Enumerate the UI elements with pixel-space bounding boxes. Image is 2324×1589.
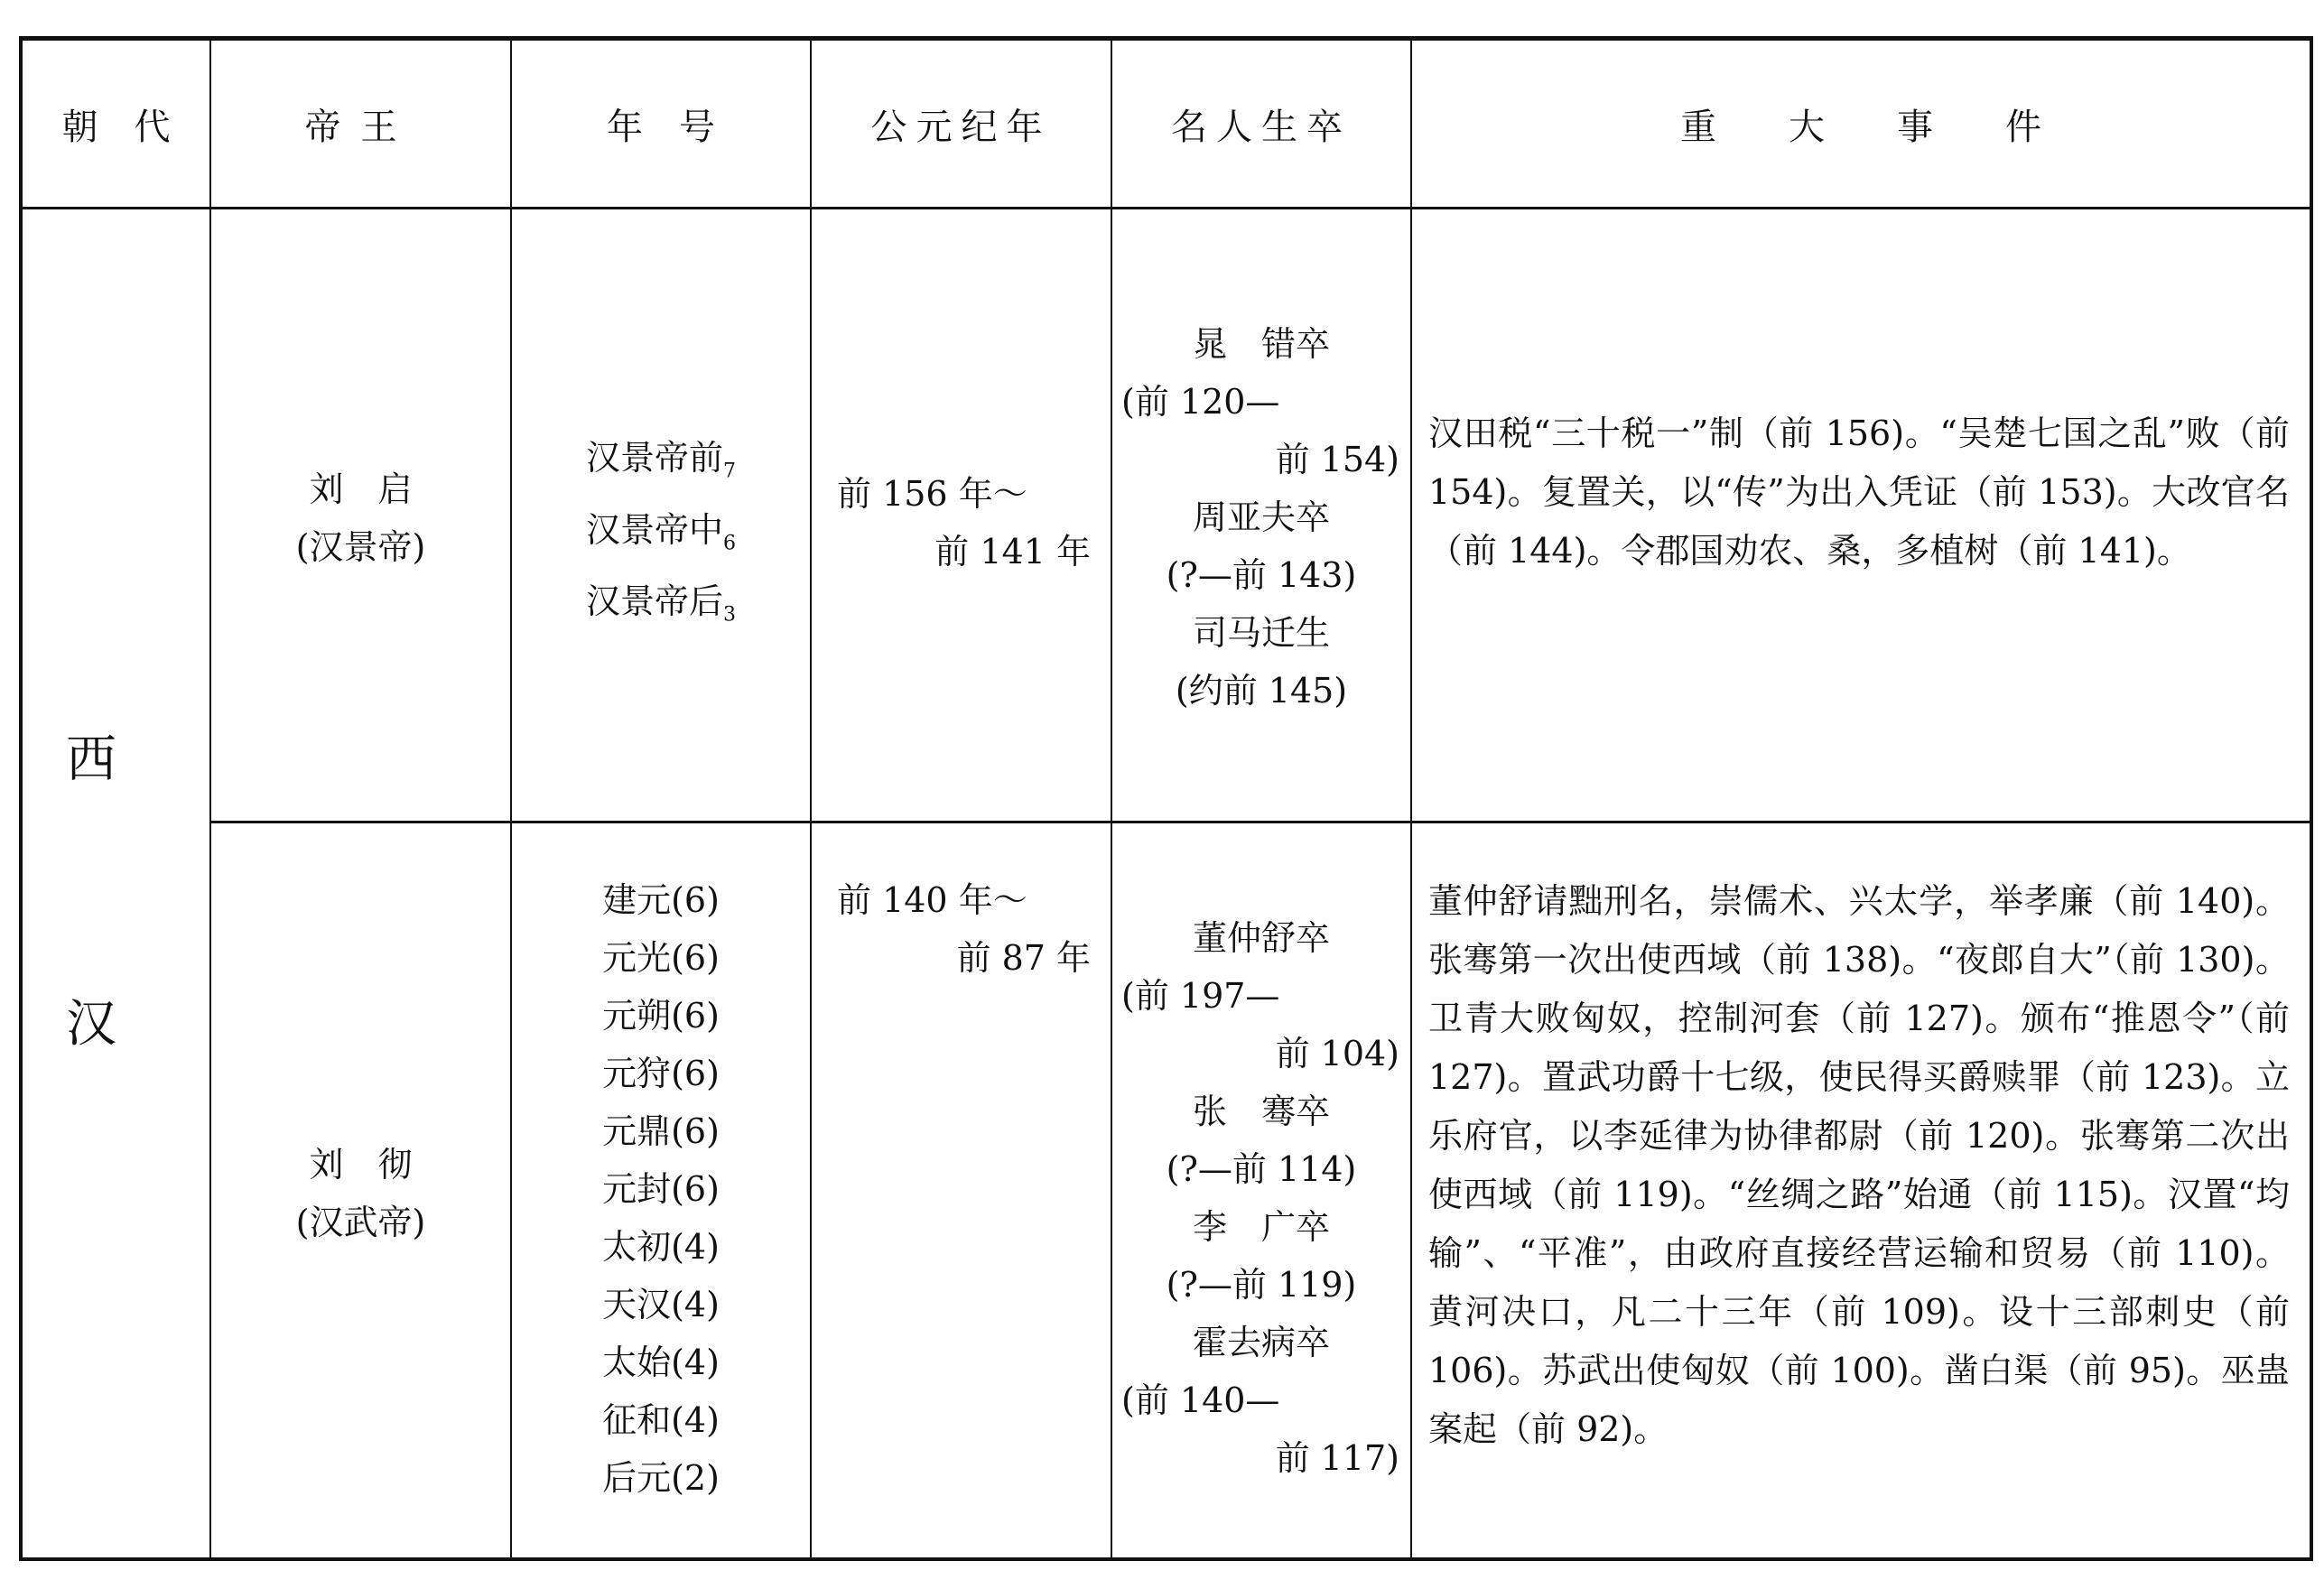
year-cell	[812, 465, 1111, 581]
row-divider	[209, 821, 2310, 823]
dynasty-char: 汉	[66, 995, 116, 1054]
header-divider	[23, 207, 2310, 209]
emperor-cell	[211, 1136, 510, 1251]
era-item: 天汉(4)	[602, 1285, 720, 1324]
header-dynasty: 朝 代	[61, 106, 171, 148]
header-emperor: 帝王	[304, 106, 417, 148]
era-years: 6	[723, 532, 736, 555]
person-entry: 霍去病卒	[1192, 1323, 1330, 1362]
emperor-cell	[211, 460, 510, 576]
person-entry: 晁 错卒	[1192, 324, 1330, 364]
era-item: 元光(6)	[602, 938, 720, 978]
emperor-title: (汉武帝)	[295, 1203, 426, 1242]
chronology-table	[19, 36, 2313, 1561]
person-entry: (?—前 119)	[1166, 1265, 1357, 1305]
era-item	[512, 501, 810, 573]
year-end: 前 141 年	[934, 532, 1091, 571]
era-years: 3	[723, 603, 736, 627]
era-item: 太初(4)	[602, 1227, 720, 1267]
header-events: 重 大 事 件	[1680, 106, 2041, 148]
people-cell	[1112, 909, 1410, 1487]
era-cell	[512, 871, 810, 1507]
year-end: 前 87 年	[956, 938, 1091, 978]
year-start: 前 156 年～	[837, 474, 1027, 514]
person-entry: 前 117)	[1275, 1438, 1399, 1478]
person-entry: 李 广卒	[1192, 1207, 1330, 1247]
person-entry: (约前 145)	[1175, 671, 1348, 711]
person-entry: 张 骞卒	[1192, 1092, 1330, 1131]
era-years: 7	[723, 460, 736, 483]
era-name: 汉景帝中	[585, 509, 723, 550]
person-entry: (?—前 143)	[1166, 555, 1357, 595]
era-item: 元狩(6)	[602, 1054, 720, 1093]
column-divider	[209, 41, 211, 1557]
year-cell	[812, 871, 1111, 987]
person-entry: (前 120—	[1121, 382, 1280, 422]
era-item: 建元(6)	[602, 880, 720, 920]
era-item	[512, 572, 810, 645]
events-cell: 汉田税“三十税一”制（前 156)。“吴楚七国之乱”败（前 154)。复置关，以“传”为出入凭证（前 153)。大改官名（前 144)。令郡国劝农、桑，多植树（前 141)。	[1428, 414, 2290, 571]
emperor-title: (汉景帝)	[295, 527, 426, 567]
events-cell: 董仲舒请黜刑名，崇儒术、兴太学，举孝廉（前 140)。张骞第一次出使西域（前 138)。“夜郎自大”（前 130)。卫青大败匈奴，控制河套（前 127)。颁布“推恩令”（前 127)。置武功爵十七级，使民得买爵赎罪（前 123)。立乐府官，以李延律为协律都尉（前 120)。张骞第二次出使西域（前 119)。“丝绸之路”始通（前 115)。汉置“均输”、“平准”，由政府直接经营运输和贸易（前 110)。黄河决口，凡二十三年（前 109)。设十三部刺史（前 106)。苏武出使匈奴（前 100)。凿白渠（前 95)。巫蛊案起（前 92)。	[1428, 881, 2290, 1449]
emperor-name: 刘 彻	[309, 1145, 413, 1185]
era-item: 元鼎(6)	[602, 1111, 720, 1151]
person-entry: 董仲舒卒	[1192, 918, 1330, 958]
era-item: 征和(4)	[602, 1400, 720, 1440]
header-era: 年 号	[607, 106, 715, 148]
person-entry: (?—前 114)	[1166, 1149, 1357, 1189]
era-item: 太始(4)	[602, 1343, 720, 1382]
dynasty-char: 西	[66, 730, 116, 789]
year-start: 前 140 年～	[837, 880, 1027, 920]
emperor-name: 刘 启	[309, 469, 413, 509]
era-cell	[512, 429, 810, 645]
era-name: 汉景帝后	[585, 581, 723, 622]
era-item: 元封(6)	[602, 1169, 720, 1209]
header-people: 名人生卒	[1171, 106, 1352, 148]
person-entry: 司马迁生	[1192, 613, 1330, 653]
era-name: 汉景帝前	[585, 438, 723, 478]
person-entry: (前 197—	[1121, 976, 1280, 1016]
person-entry: 前 154)	[1275, 440, 1399, 479]
person-entry: 前 104)	[1275, 1034, 1399, 1073]
people-cell	[1112, 315, 1410, 720]
era-item: 元朔(6)	[602, 996, 720, 1036]
era-item: 后元(2)	[602, 1458, 720, 1498]
person-entry: (前 140—	[1121, 1380, 1280, 1420]
column-divider	[810, 41, 812, 1557]
header-year: 公元纪年	[870, 106, 1052, 148]
era-item	[512, 429, 810, 501]
person-entry: 周亚夫卒	[1192, 497, 1330, 537]
